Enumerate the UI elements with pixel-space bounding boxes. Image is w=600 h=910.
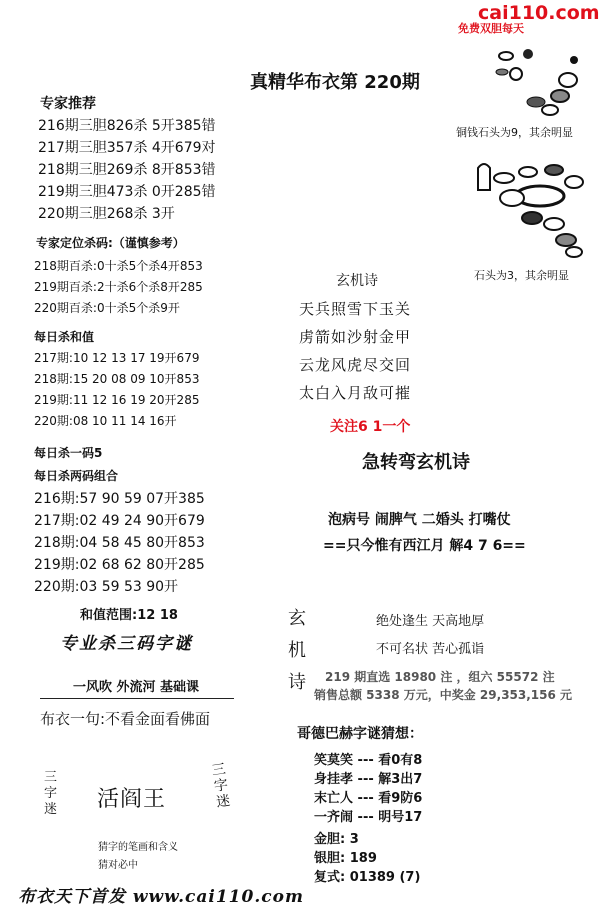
position-kill-header: 专家定位杀码:（谨慎参考） xyxy=(36,236,185,250)
footer-banner[interactable]: 布衣天下首发 www.cai110.com xyxy=(18,887,304,907)
list-item: 笑莫笑 --- 看0有8 xyxy=(314,753,423,768)
daily-sum-header: 每日杀和值 xyxy=(34,330,95,344)
list-item: 220期百杀:0十杀5个杀9开 xyxy=(34,301,180,315)
list-item: 218期:04 58 45 80开853 xyxy=(34,535,205,551)
follow-note: 关注6 1一个 xyxy=(330,419,411,435)
riddle-answer: 活阎王 xyxy=(97,787,167,812)
coins-stones-picture xyxy=(488,40,588,124)
position-kill-list xyxy=(34,256,203,319)
list-item: 一齐闹 --- 明号17 xyxy=(314,810,423,825)
page-title: 真精华布衣第 220期 xyxy=(250,72,420,93)
list-item: 220期三胆268杀 3开 xyxy=(38,206,175,222)
riddle-note: 猜对必中 xyxy=(98,860,138,871)
list-item: 218期百杀:0十杀5个杀4开853 xyxy=(34,259,203,273)
list-item: 217期:10 12 13 17 19开679 xyxy=(34,351,200,365)
riddle-three-title: 专业杀三码字谜 xyxy=(60,634,193,654)
list-item: 219期:02 68 62 80开285 xyxy=(34,557,205,573)
daily-one-header: 每日杀一码5 xyxy=(34,446,103,460)
experts-header: 专家推荐 xyxy=(40,96,96,112)
list-item: 末亡人 --- 看9防6 xyxy=(314,791,423,806)
xuanji-line: 不可名状 苦心孤诣 xyxy=(376,642,485,657)
combo-bet: 复式: 01389 (7) xyxy=(314,870,421,885)
sales-line: 219 期直选 18980 注 ，组六 55572 注 xyxy=(325,670,555,684)
turn-poem-line: 泡病号 闹脾气 二婚头 打嘴仗 xyxy=(328,512,511,528)
logo-tagline: 免费双胆每天 xyxy=(458,22,524,35)
list-item: 219期百杀:2十杀6个杀8开285 xyxy=(34,280,203,294)
sales-line: 销售总额 5338 万元，中奖金 29,353,156 元 xyxy=(314,688,573,702)
xuanji-line: 绝处逢生 天高地厚 xyxy=(376,614,485,629)
list-item: 216期三胆826杀 5开385错 xyxy=(38,118,216,134)
poem-line: 云龙风虎尽交回 xyxy=(299,356,412,374)
site-logo[interactable]: cai110.com xyxy=(478,2,600,24)
godbach-list xyxy=(314,751,422,887)
poem-line: 虏箭如沙射金甲 xyxy=(299,328,412,346)
silver-bile: 银胆: 189 xyxy=(314,851,377,866)
sum-range: 和值范围:12 18 xyxy=(80,608,178,623)
experts-list xyxy=(38,115,216,225)
picture-caption: 石头为3，其余明显 xyxy=(474,269,569,282)
poem-line: 天兵照雪下玉关 xyxy=(299,300,412,318)
side-label-right: 三 字 迷 xyxy=(210,761,232,811)
list-item: 220期:08 10 11 14 16开 xyxy=(34,414,177,428)
turn-poem-answer: ==只今惟有西江月 解4 7 6== xyxy=(323,538,526,554)
list-item: 217期三胆357杀 4开679对 xyxy=(38,140,216,156)
poem-title: 玄机诗 xyxy=(336,273,378,289)
poem-lines xyxy=(299,295,411,407)
list-item: 身挂孝 --- 解3出7 xyxy=(314,772,423,787)
gold-bile: 金胆: 3 xyxy=(314,832,359,847)
list-item: 218期:15 20 08 09 10开853 xyxy=(34,372,200,386)
daily-two-list xyxy=(34,488,205,598)
xuanji-vertical-label: 玄 机 诗 xyxy=(288,608,306,693)
godbach-title: 哥德巴赫字谜猜想： xyxy=(297,726,423,742)
stones-chain-picture xyxy=(470,156,594,260)
list-item: 218期三胆269杀 8开853错 xyxy=(38,162,216,178)
turn-poem-title: 急转弯玄机诗 xyxy=(362,452,470,473)
list-item: 219期:11 12 16 19 20开285 xyxy=(34,393,200,407)
daily-two-header: 每日杀两码组合 xyxy=(34,469,119,483)
side-label-left: 三 字 迷 xyxy=(44,770,58,817)
buyi-saying: 布衣一句:不看金面看佛面 xyxy=(40,710,211,728)
list-item: 220期:03 59 53 90开 xyxy=(34,579,179,595)
riddle-note: 猜字的笔画和含义 xyxy=(98,842,178,853)
riddle-three-subtitle: 一风吹 外流河 基础课 xyxy=(73,680,200,695)
list-item: 216期:57 90 59 07开385 xyxy=(34,491,205,507)
daily-sum-list xyxy=(34,348,199,432)
list-item: 219期三胆473杀 0开285错 xyxy=(38,184,216,200)
list-item: 217期:02 49 24 90开679 xyxy=(34,513,205,529)
picture-caption: 铜钱石头为9，其余明显 xyxy=(456,126,573,139)
poem-line: 太白入月敌可摧 xyxy=(299,384,412,402)
divider xyxy=(40,698,234,699)
